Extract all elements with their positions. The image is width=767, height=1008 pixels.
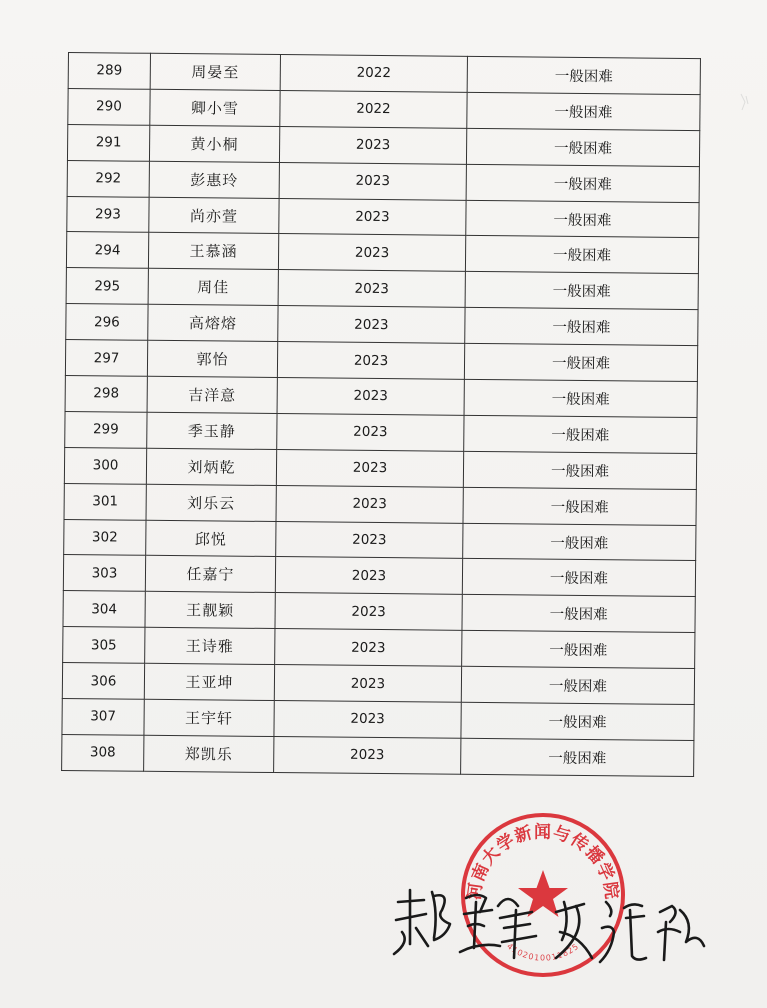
difficulty-level-cell: 一般困难: [465, 272, 698, 310]
row-number-cell: 295: [66, 268, 148, 305]
seal-code: 4102010011825: [505, 941, 581, 963]
table-row: [66, 304, 698, 346]
table-row: [66, 268, 698, 310]
row-number-cell: 298: [65, 376, 147, 413]
enrollment-year-cell: 2023: [279, 198, 466, 236]
table-row: [62, 663, 694, 705]
table-row: [67, 124, 699, 166]
student-table: [61, 52, 701, 777]
table-row: [67, 160, 699, 202]
seal-text: 河南大学新闻与传播学院: [464, 822, 622, 902]
difficulty-level-cell: 一般困难: [465, 236, 698, 274]
table-row: [63, 555, 695, 597]
row-number-cell: 297: [65, 340, 147, 377]
table-row: [64, 483, 696, 525]
table-row: [67, 196, 699, 238]
enrollment-year-cell: 2023: [278, 234, 465, 272]
difficulty-level-cell: 一般困难: [464, 415, 697, 453]
difficulty-level-cell: 一般困难: [463, 451, 696, 489]
enrollment-year-cell: 2023: [274, 665, 461, 703]
difficulty-level-cell: 一般困难: [461, 738, 694, 776]
row-number-cell: 296: [66, 304, 148, 341]
student-name-cell: 任嘉宁: [145, 556, 275, 593]
row-number-cell: 305: [63, 627, 145, 664]
enrollment-year-cell: 2023: [276, 449, 463, 487]
row-number-cell: 308: [62, 734, 144, 771]
enrollment-year-cell: 2023: [277, 413, 464, 451]
paper-mark: [737, 92, 751, 112]
table-row: [68, 88, 700, 130]
enrollment-year-cell: 2022: [280, 90, 467, 128]
table-row: [63, 591, 695, 633]
enrollment-year-cell: 2023: [275, 593, 462, 631]
student-name-cell: 高熔熔: [148, 305, 278, 342]
signature-text: 郝勉锋 史润欣: [380, 862, 387, 863]
difficulty-level-cell: 一般困难: [467, 92, 700, 130]
row-number-cell: 292: [67, 160, 149, 197]
table-row: [64, 447, 696, 489]
difficulty-level-cell: 一般困难: [464, 343, 697, 381]
row-number-cell: 290: [68, 88, 150, 125]
difficulty-level-cell: 一般困难: [465, 308, 698, 346]
student-name-cell: 尚亦萱: [149, 197, 279, 234]
row-number-cell: 303: [63, 555, 145, 592]
row-number-cell: 291: [67, 124, 149, 161]
row-number-cell: 302: [64, 519, 146, 556]
row-number-cell: 293: [67, 196, 149, 233]
row-number-cell: 300: [64, 447, 146, 484]
student-name-cell: 王慕涵: [148, 233, 278, 270]
difficulty-level-cell: 一般困难: [462, 595, 695, 633]
student-name-cell: 周佳: [148, 269, 278, 306]
table-row: [62, 699, 694, 741]
student-name-cell: 季玉静: [147, 412, 277, 449]
row-number-cell: 289: [68, 53, 150, 90]
row-number-cell: 299: [65, 411, 147, 448]
enrollment-year-cell: 2023: [277, 342, 464, 380]
student-name-cell: 吉洋意: [147, 376, 277, 413]
student-table-body: [62, 53, 701, 777]
difficulty-level-cell: 一般困难: [466, 200, 699, 238]
difficulty-level-cell: 一般困难: [462, 559, 695, 597]
row-number-cell: 307: [62, 699, 144, 736]
student-name-cell: 邱悦: [146, 520, 276, 557]
table-row: [65, 411, 697, 453]
enrollment-year-cell: 2023: [278, 306, 465, 344]
handwritten-signature: [380, 862, 710, 982]
student-name-cell: 彭惠玲: [149, 161, 279, 198]
difficulty-level-cell: 一般困难: [463, 487, 696, 525]
student-name-cell: 刘炳乾: [146, 448, 276, 485]
student-name-cell: 刘乐云: [146, 484, 276, 521]
student-name-cell: 卿小雪: [150, 89, 280, 126]
difficulty-level-cell: 一般困难: [462, 631, 695, 669]
student-name-cell: 王诗雅: [145, 628, 275, 665]
table-row: [66, 232, 698, 274]
student-name-cell: 黄小桐: [149, 125, 279, 162]
enrollment-year-cell: 2023: [278, 270, 465, 308]
student-name-cell: 周晏至: [150, 53, 280, 90]
enrollment-year-cell: 2023: [276, 521, 463, 559]
enrollment-year-cell: 2023: [275, 557, 462, 595]
difficulty-level-cell: 一般困难: [466, 164, 699, 202]
row-number-cell: 304: [63, 591, 145, 628]
table-row: [68, 53, 700, 95]
enrollment-year-cell: 2023: [279, 162, 466, 200]
enrollment-year-cell: 2023: [274, 736, 461, 774]
row-number-cell: 306: [62, 663, 144, 700]
table-row: [65, 340, 697, 382]
student-name-cell: 郭怡: [147, 340, 277, 377]
table-row: [65, 376, 697, 418]
difficulty-level-cell: 一般困难: [466, 128, 699, 166]
student-name-cell: 王靓颖: [145, 592, 275, 629]
enrollment-year-cell: 2023: [274, 701, 461, 739]
table-row: [63, 627, 695, 669]
difficulty-level-cell: 一般困难: [463, 523, 696, 561]
enrollment-year-cell: 2023: [277, 378, 464, 416]
difficulty-level-cell: 一般困难: [467, 56, 700, 94]
difficulty-level-cell: 一般困难: [461, 702, 694, 740]
student-name-cell: 王亚坤: [144, 663, 274, 700]
enrollment-year-cell: 2023: [276, 485, 463, 523]
student-table-wrapper: [61, 52, 701, 777]
student-name-cell: 王宇轩: [144, 699, 274, 736]
enrollment-year-cell: 2022: [280, 55, 467, 93]
row-number-cell: 294: [66, 232, 148, 269]
enrollment-year-cell: 2023: [275, 629, 462, 667]
enrollment-year-cell: 2023: [279, 126, 466, 164]
row-number-cell: 301: [64, 483, 146, 520]
difficulty-level-cell: 一般困难: [464, 379, 697, 417]
student-name-cell: 郑凯乐: [144, 735, 274, 772]
table-row: [64, 519, 696, 561]
table-row: [62, 734, 694, 776]
difficulty-level-cell: 一般困难: [461, 666, 694, 704]
